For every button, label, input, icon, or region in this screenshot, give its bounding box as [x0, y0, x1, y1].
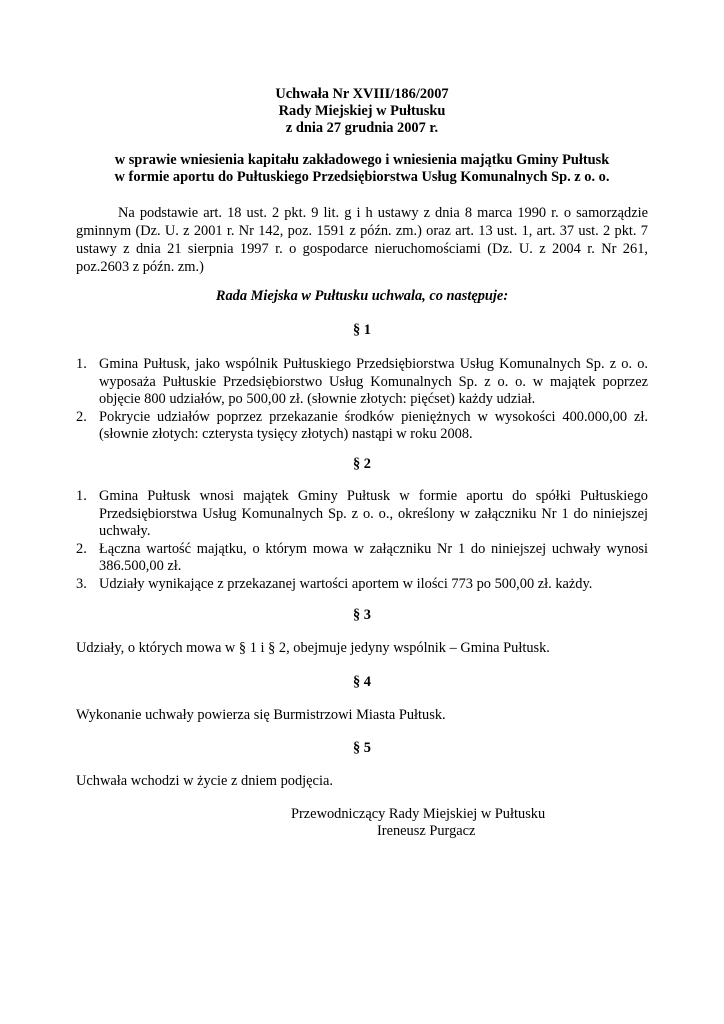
resolves-statement: Rada Miejska w Pułtusku uchwala, co następuje: [215, 288, 509, 304]
subject-line-1: w sprawie wniesienia kapitału zakładowego i wniesienia majątku Gminy Pułtusk [114, 152, 610, 168]
resolution-date: z dnia 27 grudnia 2007 r. [285, 120, 439, 136]
preamble-text: Na podstawie art. 18 ust. 2 pkt. 9 lit. g i h ustawy z dnia 8 marca 1990 r. o samorządzie gminnym (Dz. U. z 2001 r. Nr 142, poz. 1591 z późn. zm.) oraz art. 13 ust. 1, art. 37 ust. 2 pkt. 7 ustawy z dnia 21 sierpnia 1997 r. o gospodarce nieruchomościami (Dz. U. z 2004 r. Nr 261, poz.2603 z późn. zm.) [76, 205, 648, 275]
list-item: 2. Pokrycie udziałów poprzez przekazanie środków pieniężnych w wysokości 400.000,00 zł. (słownie złotych: czterysta tysięcy złotych) nastąpi w roku 2008. [76, 408, 648, 442]
resolution-header [76, 86, 648, 137]
signatory-title: Przewodniczący Rady Miejskiej w Pułtusku [291, 806, 546, 822]
signature-block [291, 806, 551, 840]
section-mark-4: § 4 [353, 674, 371, 690]
section-4-text: Wykonanie uchwały powierza się Burmistrzowi Miasta Pułtusk. [76, 707, 446, 723]
section-1-list [76, 356, 648, 444]
subject-line-2: w formie aportu do Pułtuskiego Przedsiębiorstwa Usług Komunalnych Sp. z o. o. [114, 169, 610, 185]
list-item: 3. Udziały wynikające z przekazanej wartości aportem w ilości 773 po 500,00 zł. każdy. [76, 575, 593, 592]
council-name: Rady Miejskiej w Pułtusku [278, 103, 446, 119]
resolution-number: Uchwała Nr XVIII/186/2007 [275, 86, 449, 102]
signatory-name: Ireneusz Purgacz [377, 823, 476, 839]
list-item: 1. Gmina Pułtusk wnosi majątek Gminy Pułtusk w formie aportu do spółki Pułtuskiego Przedsiębiorstwa Usług Komunalnych Sp. z o. o., określony w załączniku Nr 1 do niniejszej uchwały. [76, 488, 648, 539]
legal-basis-preamble [76, 204, 648, 276]
list-item: 1. Gmina Pułtusk, jako wspólnik Pułtuskiego Przedsiębiorstwa Usług Komunalnych Sp. z o. o. wyposaża Pułtuskie Przedsiębiorstwo Usług Komunalnych Sp. z o. o. w majątek poprzez objęcie 800 udziałów, po 500,00 zł. (słownie złotych: pięćset) każdy udział. [76, 356, 648, 407]
section-3-text: Udziały, o których mowa w § 1 i § 2, obejmuje jedyny wspólnik – Gmina Pułtusk. [76, 640, 550, 656]
section-2-list [76, 488, 648, 593]
resolution-subject [76, 152, 648, 186]
list-item: 2. Łączna wartość majątku, o którym mowa w załączniku Nr 1 do niniejszej uchwały wynosi 386.500,00 zł. [76, 540, 648, 574]
section-mark-2: § 2 [353, 456, 371, 472]
section-mark-5: § 5 [353, 740, 371, 756]
document-page [76, 0, 648, 1024]
section-mark-1: § 1 [353, 322, 371, 338]
section-5-text: Uchwała wchodzi w życie z dniem podjęcia. [76, 773, 333, 789]
section-mark-3: § 3 [353, 607, 371, 623]
